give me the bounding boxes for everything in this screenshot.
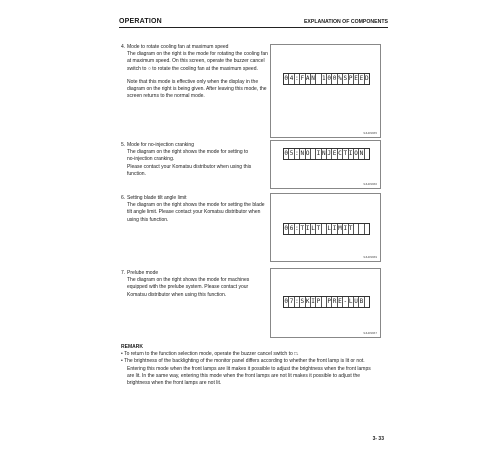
lcd-cell: P [316, 298, 321, 305]
lcd-cell: 0 [327, 75, 331, 82]
lcd-cell: S [300, 298, 305, 305]
lcd-diagram-prelube [270, 268, 381, 338]
lcd-cell: A [305, 75, 310, 82]
lcd-cell: I [311, 298, 315, 305]
lcd-diagram-fan-speed [270, 44, 381, 138]
section-6-text: 6. Setting blade tilt angle limit The diagram on the right shows the mode for setting the blade tilt angle limit. Please contact your Komatsu distributor when using this function. [121, 195, 265, 223]
lcd-cell: K [305, 298, 310, 305]
lcd-cell: 0 [332, 75, 337, 82]
lcd-cell: E [359, 75, 364, 82]
lcd-display [283, 223, 370, 235]
lcd-cell: : [295, 150, 299, 157]
header-divider [119, 27, 388, 28]
lcd-cell: : [295, 298, 299, 305]
remark-bullet: • To return to the function selection mode, operate the buzzer cancel switch to □. [121, 351, 299, 358]
figure-code: 9JH09966 [363, 182, 377, 186]
lcd-cell: P [327, 298, 331, 305]
lcd-cell: L [348, 298, 353, 305]
lcd-display [283, 73, 370, 85]
figure-code: 9JH09969 [363, 255, 377, 259]
lcd-cell: L [311, 225, 315, 232]
lcd-cell: N [322, 150, 326, 157]
figure-code: 9JH09967 [363, 331, 377, 335]
lcd-cell: N [359, 150, 364, 157]
lcd-cell: R [332, 298, 337, 305]
lcd-cell [365, 224, 369, 234]
lcd-cell: J [327, 150, 331, 157]
lcd-cell: P [348, 75, 353, 82]
lcd-cell: 4 [289, 75, 294, 82]
section-title: EXPLANATION OF COMPONENTS [303, 19, 388, 25]
lcd-cell: I [305, 225, 310, 232]
section-4-text: 4. Mode to rotate cooling fan at maximum speed The diagram on the right is the mode for rotating the cooling fan at maximum speed. On this screen, operate the buzzer cancel switch to ○ to rotate the cooling fan at the maximum speed. Note that this mode is effective only when the display in the diagram on the right is being given. After leaving this mode, the screen returns to the normal mode. [121, 44, 268, 100]
lcd-cell [365, 297, 369, 307]
lcd-cell: I [348, 150, 353, 157]
lcd-display [283, 296, 370, 308]
lcd-cell: T [300, 225, 305, 232]
lcd-cell: 6 [289, 225, 294, 232]
lcd-cell: M [338, 225, 342, 232]
lcd-cell: 0 [284, 225, 288, 232]
lcd-cell: N [300, 150, 305, 157]
remark-bullet: • The brightness of the backlighting of the monitor panel differs according to whether the front lamp is lit or not. Entering this mode when the front lamps are lit makes it possible to adjust the brightness when the front lamps are lit. In the same way, entering this mode when the front lamps are not lit makes it possible to adjust the brightness when the front lamps are not lit. [121, 358, 371, 387]
lcd-cell: - [343, 298, 348, 305]
figure-code: 9JH09965 [363, 131, 377, 135]
lcd-cell: O [354, 150, 358, 157]
lcd-cell: D [365, 75, 369, 82]
lcd-cell: 1 [322, 75, 326, 82]
lcd-cell: I [316, 150, 321, 157]
lcd-cell [365, 149, 369, 159]
lcd-cell: S [343, 75, 348, 82]
lcd-cell: E [332, 150, 337, 157]
lcd-cell: T [343, 150, 348, 157]
page-number: 3- 33 [372, 436, 384, 442]
lcd-cell: T [316, 225, 321, 232]
lcd-cell: T [348, 225, 353, 232]
lcd-cell: 7 [289, 298, 294, 305]
lcd-cell: F [300, 75, 305, 82]
lcd-cell: O [305, 150, 310, 157]
lcd-cell: I [343, 225, 348, 232]
lcd-cell: U [354, 298, 358, 305]
lcd-cell: : [295, 75, 299, 82]
lcd-cell: 0 [284, 75, 288, 82]
lcd-cell: % [338, 75, 342, 82]
remark-block [121, 344, 383, 387]
lcd-diagram-no-injection [270, 140, 381, 189]
lcd-cell: B [359, 298, 364, 305]
lcd-cell: : [295, 225, 299, 232]
lcd-cell: L [327, 225, 331, 232]
lcd-diagram-tilt-limit [270, 193, 381, 262]
lcd-cell: 0 [284, 150, 288, 157]
section-5-text: 5. Mode for no-injection cranking The diagram on the right shows the mode for setting to no-injection cranking. Please contact your Komatsu distributor when using this function. [121, 142, 252, 177]
remark-title: REMARK [121, 344, 143, 350]
lcd-cell: 0 [284, 298, 288, 305]
chapter-title: OPERATION [119, 18, 162, 25]
lcd-cell: N [311, 75, 315, 82]
lcd-cell: E [354, 75, 358, 82]
section-7-text: 7. Prelube mode The diagram on the right shows the mode for machines equipped with the prelube system. Please contact your Komatsu distributor when using this function. [121, 270, 250, 298]
lcd-display [283, 148, 370, 160]
lcd-cell: 5 [289, 150, 294, 157]
lcd-cell: E [338, 298, 342, 305]
lcd-cell: I [332, 225, 337, 232]
lcd-cell: C [338, 150, 342, 157]
